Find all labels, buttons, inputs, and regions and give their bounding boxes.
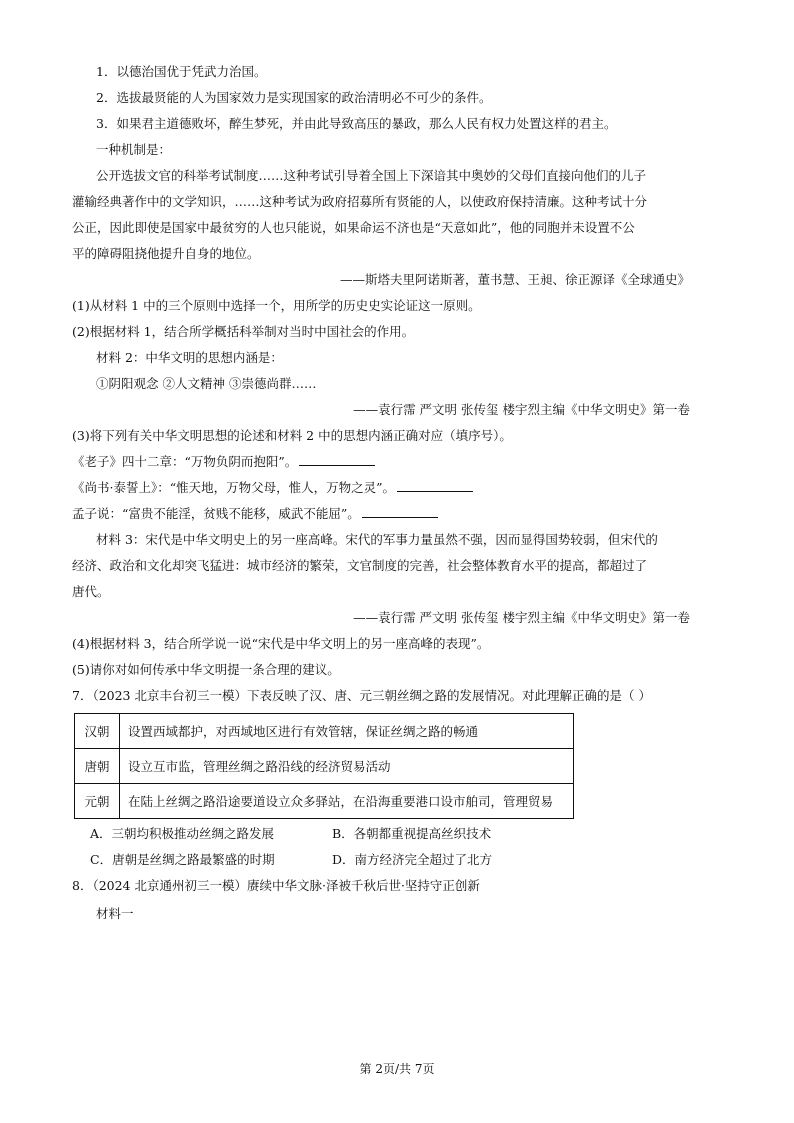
silk-road-table	[74, 713, 574, 819]
dynasty-cell: 汉朝	[75, 714, 120, 749]
description-cell: 设置西域都护，对西域地区进行有效管辖，保证丝绸之路的畅通	[120, 714, 574, 749]
dynasty-cell: 元朝	[75, 784, 120, 819]
page-footer: 第 2页/共 7页	[359, 1062, 435, 1076]
answer-blank-3[interactable]	[362, 504, 438, 518]
material-3-text-1: 材料 3：宋代是中华文明史上的另一座高峰。宋代的军事力量虽然不强，因而显得国势较弱，但宋代的	[96, 532, 658, 547]
table-row	[75, 749, 574, 784]
question-2: (2)根据材料 1，结合所学概括科举制对当时中国社会的作用。	[72, 324, 415, 339]
mechanism-text-3: 公正，因此即使是国家中最贫穷的人也只能说，如果命运不济也是“天意如此”，他的同胞并未设置不公	[72, 220, 635, 235]
question-5: (5)请你对如何传承中华文明提一条合理的建议。	[72, 662, 340, 677]
question-7-stem: 7．（2023 北京丰台初三一模）下表反映了汉、唐、元三朝丝绸之路的发展情况。对此理解正确的是（ ）	[72, 688, 651, 703]
mechanism-heading: 一种机制是：	[96, 142, 172, 157]
quote-mencius: 孟子说：“富贵不能淫，贫贱不能移，威武不能屈”。	[72, 504, 438, 524]
material-3-text-2: 经济、政治和文化却突飞猛进：城市经济的繁荣，文官制度的完善，社会整体教育水平的提高，都超过了	[72, 558, 648, 573]
quote-laozi: 《老子》四十二章：“万物负阴而抱阳”。	[72, 452, 375, 472]
material-2-heading: 材料 2：中华文明的思想内涵是：	[96, 350, 283, 365]
table-row	[75, 784, 574, 819]
question-8-material-label: 材料一	[96, 906, 134, 921]
question-1: (1)从材料 1 中的三个原则中选择一个，用所学的历史史实论证这一原则。	[72, 298, 481, 313]
dynasty-cell: 唐朝	[75, 749, 120, 784]
quote-shangshu: 《尚书·泰誓上》：“惟天地，万物父母，惟人，万物之灵”。	[72, 478, 473, 498]
description-cell: 设立互市监，管理丝绸之路沿线的经济贸易活动	[120, 749, 574, 784]
question-8-stem: 8．（2024 北京通州初三一模）赓续中华文脉·泽被千秋后世·坚持守正创新	[72, 878, 480, 893]
answer-blank-1[interactable]	[299, 452, 375, 466]
question-4: (4)根据材料 3，结合所学说一说“宋代是中华文明上的另一座高峰的表现”。	[72, 636, 490, 651]
option-d[interactable]: D．南方经济完全超过了北方	[332, 852, 493, 867]
option-a[interactable]: A．三朝均积极推动丝绸之路发展	[90, 826, 275, 841]
table-row	[75, 714, 574, 749]
mechanism-text-2: 灌输经典著作中的文学知识，……这种考试为政府招募所有贤能的人，以使政府保持清廉。这种考试十分	[72, 194, 648, 209]
mechanism-text-4: 平的障碍阻挠他提升自身的地位。	[72, 246, 260, 261]
source-citation-2: ——袁行霈 严文明 张传玺 楼宇烈主编《中华文明史》第一卷	[353, 402, 690, 417]
source-citation-3: ——袁行霈 严文明 张传玺 楼宇烈主编《中华文明史》第一卷	[353, 610, 690, 625]
option-c[interactable]: C．唐朝是丝绸之路最繁盛的时期	[90, 852, 275, 867]
material-2-items: ①阴阳观念 ②人文精神 ③崇德尚群……	[96, 376, 317, 391]
principle-2: 2．选拔最贤能的人为国家效力是实现国家的政治清明必不可少的条件。	[96, 90, 492, 105]
principle-3: 3．如果君主道德败坏，醉生梦死，并由此导致高压的暴政，那么人民有权力处置这样的君主。	[96, 116, 617, 131]
answer-blank-2[interactable]	[397, 478, 473, 492]
description-cell: 在陆上丝绸之路沿途要道设立众多驿站，在沿海重要港口设市舶司，管理贸易	[120, 784, 574, 819]
principle-1: 1．以德治国优于凭武力治国。	[96, 64, 267, 79]
option-b[interactable]: B．各朝都重视提高丝织技术	[332, 826, 492, 841]
source-citation-1: ——斯塔夫里阿诺斯著，董书慧、王昶、徐正源译《全球通史》	[339, 272, 690, 287]
material-3-text-3: 唐代。	[72, 584, 110, 599]
mechanism-text-1: 公开选拔文官的科举考试制度……这种考试引导着全国上下深谙其中奥妙的父母们直接向他们的儿子	[96, 168, 647, 183]
question-3: (3)将下列有关中华文明思想的论述和材料 2 中的思想内涵正确对应（填序号）。	[72, 428, 512, 443]
